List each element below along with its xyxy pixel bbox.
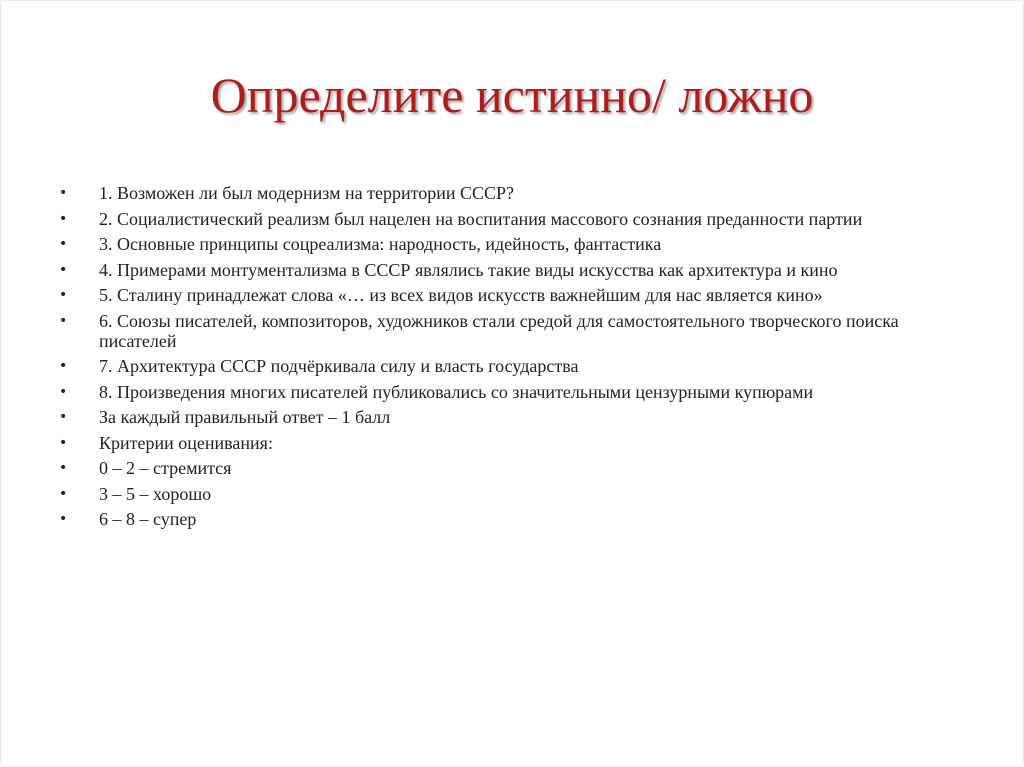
list-item-text: 8. Произведения многих писателей публиковались со значительными цензурными купюрами	[99, 381, 814, 402]
list-item-text: 1. Возможен ли был модернизм на территории СССР?	[99, 183, 515, 203]
bullet-icon: •	[59, 261, 68, 278]
slide-title: Определите истинно/ ложно	[210, 67, 814, 123]
list-item-text: 6. Союзы писателей, композиторов, художников стали средой для самостоятельного творческого поиска писателей	[99, 310, 899, 351]
bullet-icon: •	[59, 236, 68, 252]
slide	[1, 1, 1023, 766]
list-item	[59, 509, 979, 529]
bullet-icon: •	[59, 185, 68, 201]
bullet-icon: •	[59, 434, 68, 451]
list-item-text: 4. Примерами монтументализма в СССР являлись такие виды искусства как архитектура и кино	[99, 259, 838, 280]
bullet-icon: •	[59, 383, 68, 400]
list-item	[59, 260, 979, 280]
bullet-icon: •	[59, 210, 68, 227]
question-list	[59, 183, 979, 535]
list-item	[59, 458, 979, 478]
list-item-text: 0 – 2 – стремится	[99, 458, 232, 478]
list-item	[59, 285, 979, 305]
list-item-text: За каждый правильный ответ – 1 балл	[99, 407, 391, 427]
list-item	[59, 382, 979, 402]
list-item-text: 7. Архитектура СССР подчёркивала силу и власть государства	[99, 356, 579, 376]
bullet-icon: •	[59, 485, 68, 502]
list-item	[59, 209, 979, 229]
list-item	[59, 183, 979, 203]
list-item	[59, 433, 979, 453]
list-item-text: 5. Сталину принадлежат слова «… из всех видов искусств важнейшим для нас является кино»	[99, 285, 823, 305]
bullet-icon: •	[59, 409, 68, 425]
list-item-text: Критерии оценивания:	[99, 432, 273, 453]
list-item-text: 6 – 8 – супер	[99, 509, 197, 529]
list-item-text: 3. Основные принципы соцреализма: народность, идейность, фантастика	[99, 234, 662, 254]
bullet-icon: •	[59, 312, 68, 329]
list-item	[59, 356, 979, 376]
bullet-icon: •	[59, 460, 68, 476]
bullet-icon: •	[59, 287, 68, 303]
list-item	[59, 407, 979, 427]
list-item	[59, 484, 979, 504]
bullet-icon: •	[59, 358, 68, 374]
list-item	[59, 311, 979, 351]
list-item	[59, 234, 979, 254]
list-item-text: 2. Социалистический реализм был нацелен на воспитания массового сознания преданности партии	[99, 208, 863, 229]
list-item-text: 3 – 5 – хорошо	[99, 483, 212, 504]
bullet-icon: •	[59, 511, 68, 527]
